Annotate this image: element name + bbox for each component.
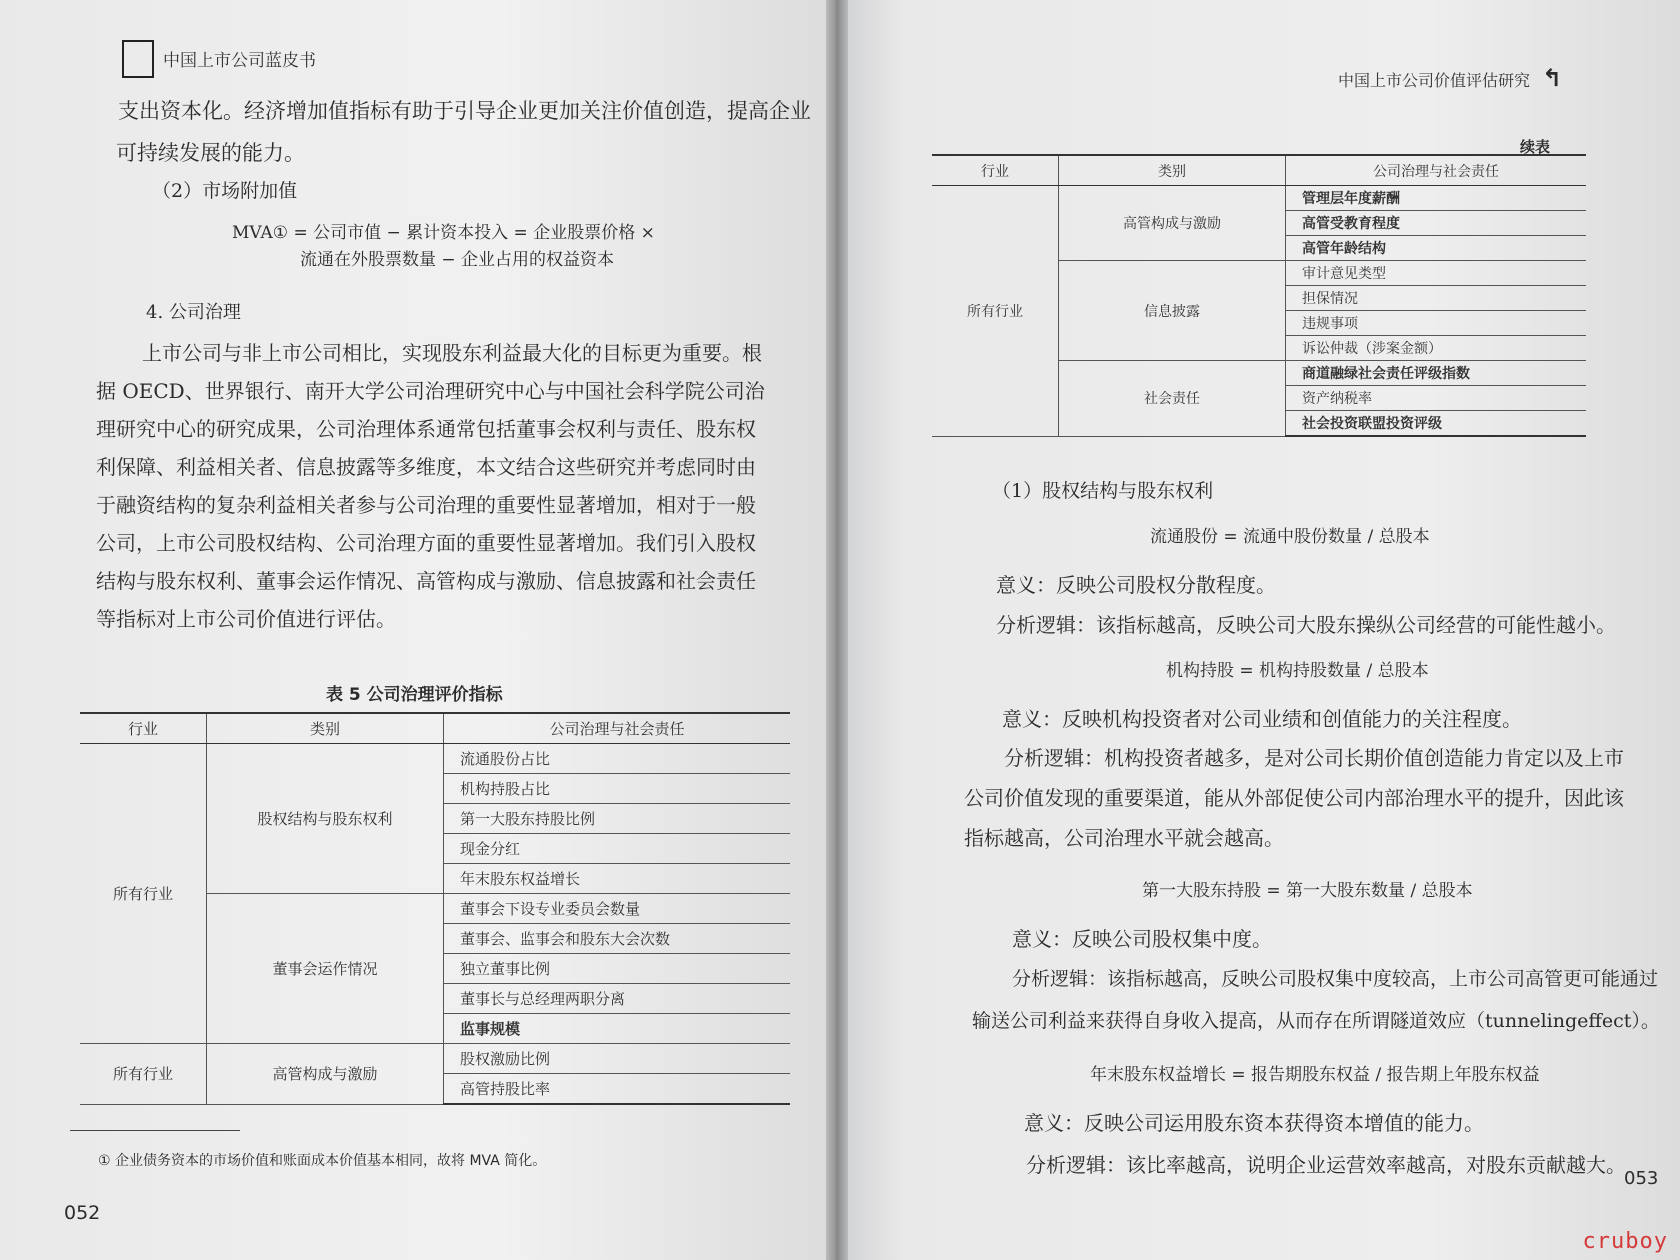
left-para2-line: 于融资结构的复杂利益相关者参与公司治理的重要性显著增加，相对于一般	[96, 493, 756, 517]
left-para2-line: 理研究中心的研究成果，公司治理体系通常包括董事会权利与责任、股东权	[96, 417, 756, 441]
meaning-largest-holder: 意义：反映公司股权集中度。	[1012, 927, 1272, 951]
indicator-cell: 股权激励比例	[444, 1044, 791, 1074]
industry-cell: 所有行业	[80, 1044, 207, 1105]
logic-institutional	[964, 738, 1654, 858]
indicator-cell: 流通股份占比	[444, 744, 791, 774]
category-cell-exec: 高管构成与激励	[207, 1044, 444, 1105]
left-running-header: 中国上市公司蓝皮书	[163, 51, 316, 71]
indicator-cell: 诉讼仲裁（涉案金额）	[1286, 336, 1587, 361]
indicator-cell: 担保情况	[1286, 286, 1587, 311]
table5-title: 表 5 公司治理评价指标	[326, 685, 503, 705]
col-header-governance: 公司治理与社会责任	[1286, 155, 1587, 186]
left-para2-line: 结构与股东权利、董事会运作情况、高管构成与激励、信息披露和社会责任	[96, 569, 756, 593]
logic-line: 指标越高，公司治理水平就会越高。	[964, 826, 1284, 850]
logic-line: 公司价值发现的重要渠道，能从外部促使公司内部治理水平的提升，因此该	[964, 786, 1624, 810]
governance-table-left	[80, 712, 790, 1105]
logic-line: 分析逻辑：机构投资者越多，是对公司长期价值创造能力肯定以及上市	[1004, 746, 1624, 770]
footnote-divider	[70, 1130, 240, 1131]
left-para2	[96, 334, 796, 638]
book-logo-icon	[122, 40, 154, 78]
indicator-cell: 董事会、监事会和股东大会次数	[444, 924, 791, 954]
right-page-number: 053	[1624, 1168, 1659, 1189]
category-cell-exec: 高管构成与激励	[1059, 186, 1286, 261]
indicator-cell: 审计意见类型	[1286, 261, 1587, 286]
logic-equity-growth: 分析逻辑：该比率越高，说明企业运营效率越高，对股东贡献越大。	[1026, 1153, 1626, 1177]
watermark: cruboy	[1582, 1229, 1668, 1254]
indicator-cell: 高管年龄结构	[1286, 236, 1587, 261]
indicator-cell: 监事规模	[444, 1014, 791, 1044]
indicator-cell: 社会投资联盟投资评级	[1286, 411, 1587, 437]
table-row	[932, 186, 1586, 211]
continued-label: 续表	[1520, 138, 1551, 156]
table-header-row	[80, 713, 790, 744]
subheading-equity-structure: （1）股权结构与股东权利	[992, 480, 1214, 502]
indicator-cell: 违规事项	[1286, 311, 1587, 336]
indicator-cell: 管理层年度薪酬	[1286, 186, 1587, 211]
left-para2-line: 公司，上市公司股权结构、公司治理方面的重要性显著增加。我们引入股权	[96, 531, 756, 555]
industry-cell: 所有行业	[80, 744, 207, 1044]
indicator-cell: 第一大股东持股比例	[444, 804, 791, 834]
governance-table-right	[932, 154, 1586, 437]
col-header-category: 类别	[207, 713, 444, 744]
footnote: ① 企业债务资本的市场价值和账面成本价值基本相同，故将 MVA 简化。	[98, 1153, 547, 1169]
indicator-cell: 现金分红	[444, 834, 791, 864]
logic-float-shares: 分析逻辑：该指标越高，反映公司大股东操纵公司经营的可能性越小。	[996, 613, 1616, 637]
indicator-cell: 董事长与总经理两职分离	[444, 984, 791, 1014]
category-cell-board: 董事会运作情况	[207, 894, 444, 1044]
logic-line: 分析逻辑：该指标越高，反映公司股权集中度较高，上市公司高管更可能通过	[1012, 968, 1659, 990]
logic-largest-holder	[972, 958, 1672, 1042]
table-row	[80, 1044, 790, 1074]
category-cell-social: 社会责任	[1059, 361, 1286, 437]
formula-float-shares: 流通股份 = 流通中股份数量 / 总股本	[1150, 527, 1430, 547]
left-para2-line: 据 OECD、世界银行、南开大学公司治理研究中心与中国社会科学院公司治	[96, 379, 765, 403]
formula-institutional: 机构持股 = 机构持股数量 / 总股本	[1166, 661, 1429, 681]
indicator-cell: 机构持股占比	[444, 774, 791, 804]
col-header-category: 类别	[1059, 155, 1286, 186]
left-page-number: 052	[64, 1202, 101, 1224]
indicator-cell: 独立董事比例	[444, 954, 791, 984]
meaning-institutional: 意义：反映机构投资者对公司业绩和创值能力的关注程度。	[1002, 707, 1522, 731]
category-cell-disclosure: 信息披露	[1059, 261, 1286, 361]
book-gutter	[826, 0, 848, 1260]
col-header-governance: 公司治理与社会责任	[444, 713, 791, 744]
left-para2-line: 利保障、利益相关者、信息披露等多维度，本文结合这些研究并考虑同时由	[96, 455, 756, 479]
col-header-industry: 行业	[80, 713, 207, 744]
indicator-cell: 年末股东权益增长	[444, 864, 791, 894]
left-para2-line: 上市公司与非上市公司相比，实现股东利益最大化的目标更为重要。根	[142, 341, 762, 365]
table-header-row	[932, 155, 1586, 186]
indicator-cell: 董事会下设专业委员会数量	[444, 894, 791, 924]
formula-largest-holder: 第一大股东持股 = 第一大股东数量 / 总股本	[1142, 881, 1473, 901]
indicator-cell: 高管受教育程度	[1286, 211, 1587, 236]
indicator-cell: 高管持股比率	[444, 1074, 791, 1105]
industry-cell: 所有行业	[932, 186, 1059, 437]
right-page	[836, 0, 1680, 1260]
indicator-cell: 资产纳税率	[1286, 386, 1587, 411]
section-heading-governance: 4. 公司治理	[146, 302, 241, 323]
meaning-float-shares: 意义：反映公司股权分散程度。	[996, 573, 1276, 597]
col-header-industry: 行业	[932, 155, 1059, 186]
left-para1-line2: 可持续发展的能力。	[116, 141, 305, 165]
left-para2-line: 等指标对上市公司价值进行评估。	[96, 607, 396, 631]
mva-formula-line1: MVA① = 公司市值 − 累计资本投入 = 企业股票价格 ×	[232, 223, 655, 243]
subheading-market-value-added: （2）市场附加值	[152, 180, 298, 202]
meaning-equity-growth: 意义：反映公司运用股东资本获得资本增值的能力。	[1024, 1111, 1484, 1135]
category-cell-equity: 股权结构与股东权利	[207, 744, 444, 894]
right-running-header: 中国上市公司价值评估研究	[1338, 71, 1531, 90]
logic-line: 输送公司利益来获得自身收入提高，从而存在所谓隧道效应（tunnelingeffect）。	[972, 1010, 1660, 1032]
table-row	[80, 744, 790, 774]
left-page	[0, 0, 836, 1260]
mva-formula-line2: 流通在外股票数量 − 企业占用的权益资本	[300, 250, 615, 270]
left-para1-line1: 支出资本化。经济增加值指标有助于引导企业更加关注价值创造，提高企业	[118, 99, 811, 123]
indicator-cell: 商道融绿社会责任评级指数	[1286, 361, 1587, 386]
formula-equity-growth: 年末股东权益增长 = 报告期股东权益 / 报告期上年股东权益	[1090, 1065, 1540, 1085]
corner-arrow-icon: ↰	[1542, 64, 1563, 92]
